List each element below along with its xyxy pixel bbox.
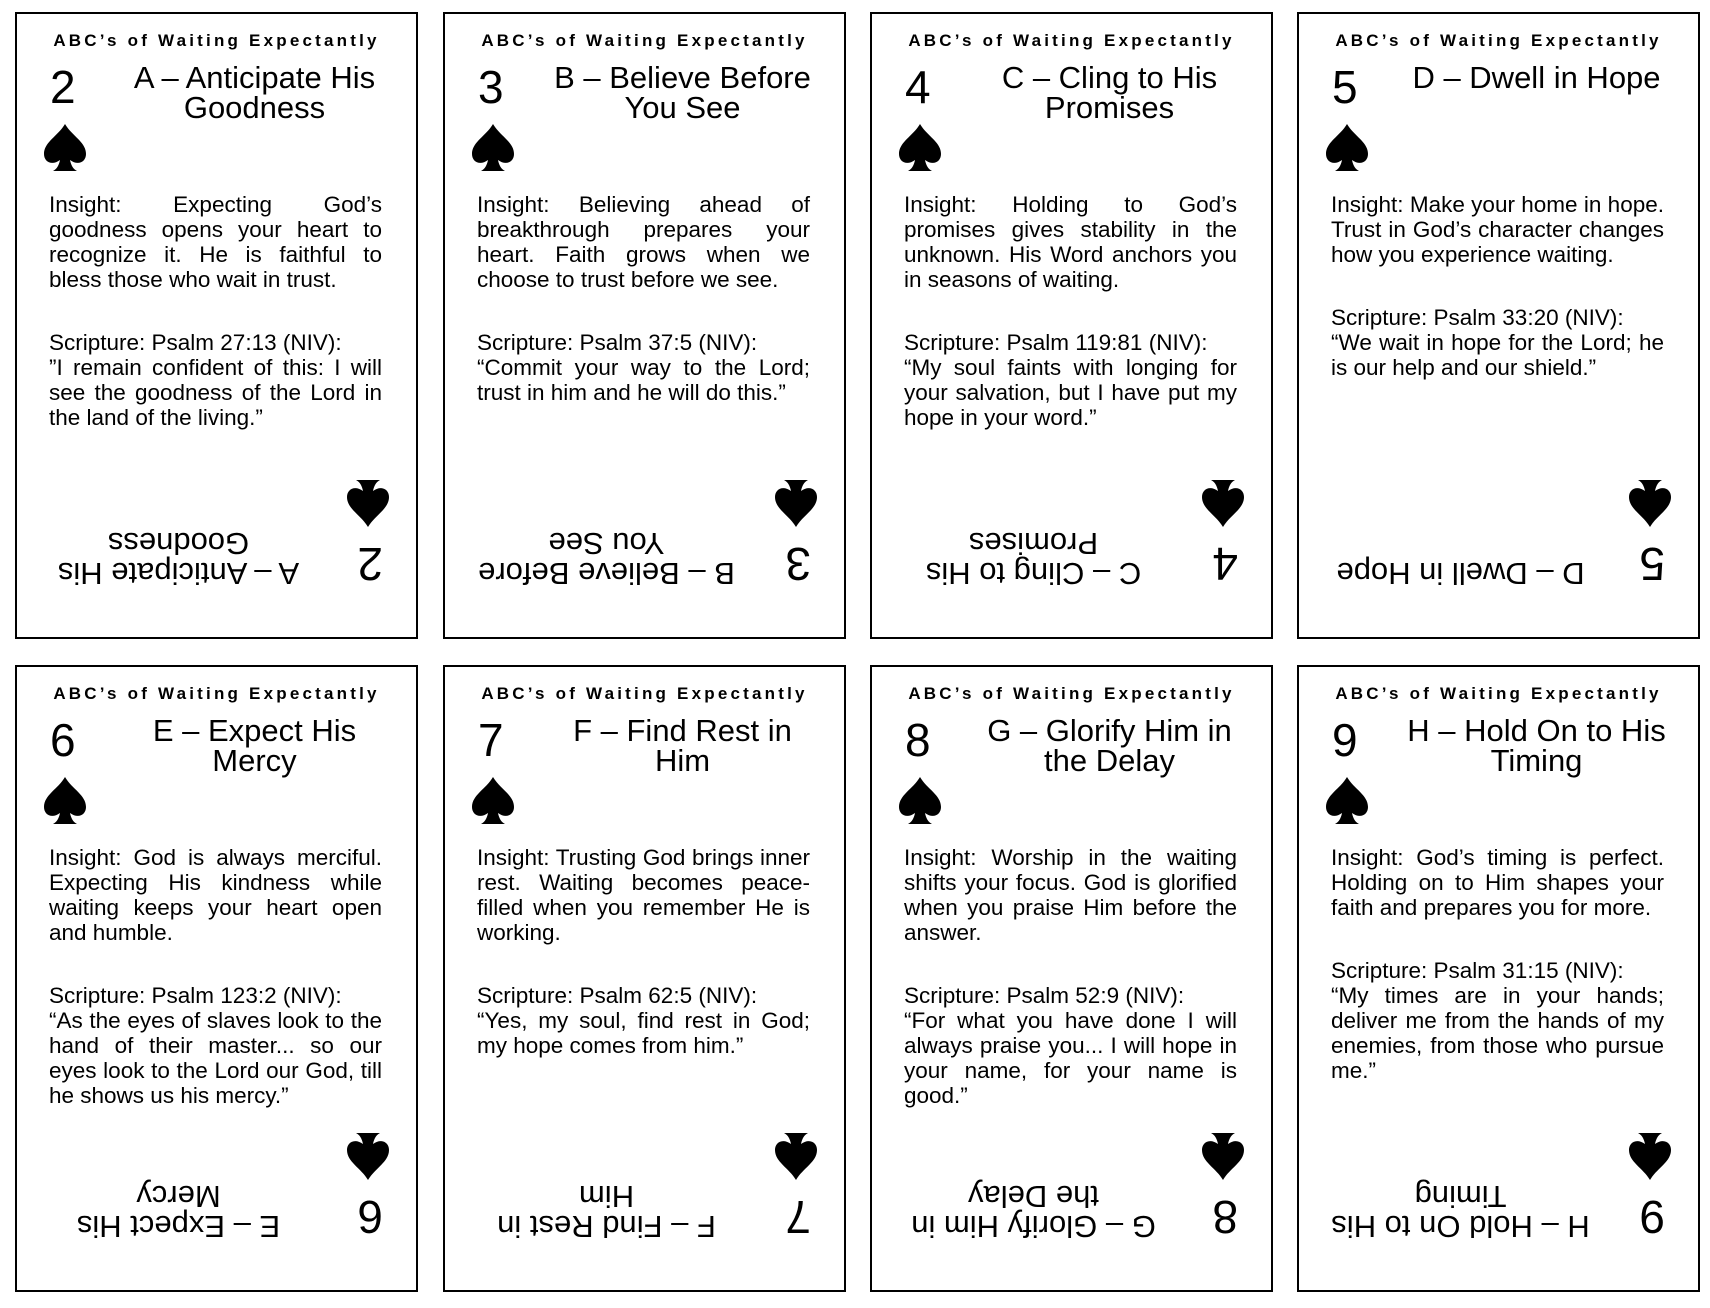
- card-title: A – Anticipate His Goodness: [133, 60, 376, 125]
- card-scripture: [1331, 305, 1664, 380]
- card-rank: 3: [478, 61, 504, 113]
- playing-card: [15, 665, 418, 1292]
- card-scripture: [904, 330, 1237, 430]
- playing-card: [870, 12, 1273, 639]
- scripture-reference: Scripture: Psalm 123:2 (NIV):: [49, 983, 342, 1008]
- card-rank: 6: [50, 714, 76, 766]
- playing-card: [15, 12, 418, 639]
- card-rank-inverted: 3: [785, 538, 811, 590]
- card-rank: 8: [905, 714, 931, 766]
- card-title-inverted: H – Hold On to His Timing: [1331, 1179, 1590, 1244]
- spade-icon: [1200, 479, 1246, 529]
- card-header: ABC’s of Waiting Expectantly: [53, 31, 380, 50]
- card-body: [904, 845, 1237, 1108]
- card-scripture: [477, 330, 810, 405]
- card-insight: Insight: God’s timing is perfect. Holding on to Him shapes your faith and prepares you for more.: [1331, 845, 1664, 920]
- spade-icon: [897, 122, 943, 172]
- spade-icon: [345, 1132, 391, 1182]
- card-scripture: [904, 983, 1237, 1108]
- card-title: B – Believe Before You See: [554, 60, 811, 125]
- card-header: ABC’s of Waiting Expectantly: [908, 684, 1235, 703]
- playing-card: [1297, 665, 1700, 1292]
- spade-icon: [773, 1132, 819, 1182]
- card-body: [49, 845, 382, 1108]
- card-title-inverted: E – Expect His Mercy: [76, 1179, 281, 1244]
- card-title: H – Hold On to His Timing: [1407, 713, 1666, 778]
- card-title-inverted: F – Find Rest in Him: [497, 1179, 716, 1244]
- card-body: [1331, 192, 1664, 380]
- card-header: ABC’s of Waiting Expectantly: [1335, 31, 1662, 50]
- scripture-reference: Scripture: Psalm 31:15 (NIV):: [1331, 958, 1624, 983]
- scripture-reference: Scripture: Psalm 27:13 (NIV):: [49, 330, 342, 355]
- card-insight: Insight: Expecting God’s goodness opens your heart to recognize it. He is faithful to bless those who wait in trust.: [49, 192, 382, 292]
- card-rank: 9: [1332, 714, 1358, 766]
- card-insight: Insight: Believing ahead of breakthrough prepares your heart. Faith grows when we choose to trust before we see.: [477, 192, 810, 292]
- spade-icon: [897, 775, 943, 825]
- card-body: [49, 192, 382, 430]
- playing-card: [870, 665, 1273, 1292]
- card-rank-inverted: 5: [1639, 538, 1665, 590]
- scripture-text: “My soul faints with longing for your salvation, but I have put my hope in your word.”: [904, 355, 1237, 430]
- scripture-reference: Scripture: Psalm 33:20 (NIV):: [1331, 305, 1624, 330]
- scripture-text: “As the eyes of slaves look to the hand of their master... so our eyes look to the Lord our God, till he shows us his mercy.”: [49, 1008, 382, 1108]
- card-insight: Insight: Holding to God’s promises gives stability in the unknown. His Word anchors you in seasons of waiting.: [904, 192, 1237, 292]
- card-body: [904, 192, 1237, 430]
- spade-icon: [1324, 122, 1370, 172]
- scripture-text: ”I remain confident of this: I will see the goodness of the Lord in the land of the living.”: [49, 355, 382, 430]
- spade-icon: [1627, 479, 1673, 529]
- card-rank: 7: [478, 714, 504, 766]
- card-title: C – Cling to His Promises: [1001, 60, 1218, 125]
- scripture-reference: Scripture: Psalm 119:81 (NIV):: [904, 330, 1208, 355]
- card-title-inverted: G – Glorify Him in the Delay: [911, 1179, 1156, 1244]
- card-header: ABC’s of Waiting Expectantly: [481, 684, 808, 703]
- spade-icon: [1627, 1132, 1673, 1182]
- card-title: G – Glorify Him in the Delay: [987, 713, 1232, 778]
- card-rank: 5: [1332, 61, 1358, 113]
- card-rank-inverted: 9: [1639, 1191, 1665, 1243]
- card-rank-inverted: 8: [1212, 1191, 1238, 1243]
- spade-icon: [470, 775, 516, 825]
- card-title: E – Expect His Mercy: [152, 713, 357, 778]
- card-scripture: [49, 330, 382, 430]
- spade-icon: [1200, 1132, 1246, 1182]
- playing-card: [443, 12, 846, 639]
- card-header: ABC’s of Waiting Expectantly: [1335, 684, 1662, 703]
- spade-icon: [470, 122, 516, 172]
- card-title-inverted: D – Dwell in Hope: [1336, 556, 1585, 591]
- card-title: F – Find Rest in Him: [573, 713, 792, 778]
- card-title-inverted: A – Anticipate His Goodness: [57, 526, 300, 591]
- card-insight: Insight: Trusting God brings inner rest. Waiting becomes peace-filled when you remember He is working.: [477, 845, 810, 945]
- spade-icon: [42, 775, 88, 825]
- card-insight: Insight: God is always merciful. Expecting His kindness while waiting keeps your heart open and humble.: [49, 845, 382, 945]
- card-header: ABC’s of Waiting Expectantly: [481, 31, 808, 50]
- spade-icon: [42, 122, 88, 172]
- card-header: ABC’s of Waiting Expectantly: [908, 31, 1235, 50]
- playing-card: [1297, 12, 1700, 639]
- spade-icon: [1324, 775, 1370, 825]
- scripture-reference: Scripture: Psalm 37:5 (NIV):: [477, 330, 758, 355]
- playing-card: [443, 665, 846, 1292]
- scripture-text: “My times are in your hands; deliver me from the hands of my enemies, from those who pursue me.”: [1331, 983, 1664, 1083]
- card-scripture: [49, 983, 382, 1108]
- card-insight: Insight: Worship in the waiting shifts your focus. God is glorified when you praise Him before the answer.: [904, 845, 1237, 945]
- spade-icon: [773, 479, 819, 529]
- card-scripture: [1331, 958, 1664, 1083]
- scripture-text: “We wait in hope for the Lord; he is our help and our shield.”: [1331, 330, 1664, 380]
- card-scripture: [477, 983, 810, 1058]
- spade-icon: [345, 479, 391, 529]
- scripture-text: “Commit your way to the Lord; trust in him and he will do this.”: [477, 355, 810, 405]
- scripture-text: “Yes, my soul, find rest in God; my hope comes from him.”: [477, 1008, 810, 1058]
- card-title-inverted: C – Cling to His Promises: [925, 526, 1142, 591]
- card-body: [1331, 845, 1664, 1083]
- card-rank: 4: [905, 61, 931, 113]
- card-rank-inverted: 6: [357, 1191, 383, 1243]
- card-header: ABC’s of Waiting Expectantly: [53, 684, 380, 703]
- card-rank: 2: [50, 61, 76, 113]
- scripture-text: “For what you have done I will always praise you... I will hope in your name, for your name is good.”: [904, 1008, 1237, 1108]
- card-rank-inverted: 7: [785, 1191, 811, 1243]
- card-rank-inverted: 4: [1212, 538, 1238, 590]
- card-body: [477, 845, 810, 1058]
- card-title-inverted: B – Believe Before You See: [478, 526, 735, 591]
- card-rank-inverted: 2: [357, 538, 383, 590]
- scripture-reference: Scripture: Psalm 52:9 (NIV):: [904, 983, 1185, 1008]
- card-insight: Insight: Make your home in hope. Trust in God’s character changes how you experience waiting.: [1331, 192, 1664, 267]
- card-body: [477, 192, 810, 405]
- scripture-reference: Scripture: Psalm 62:5 (NIV):: [477, 983, 758, 1008]
- card-title: D – Dwell in Hope: [1412, 60, 1661, 95]
